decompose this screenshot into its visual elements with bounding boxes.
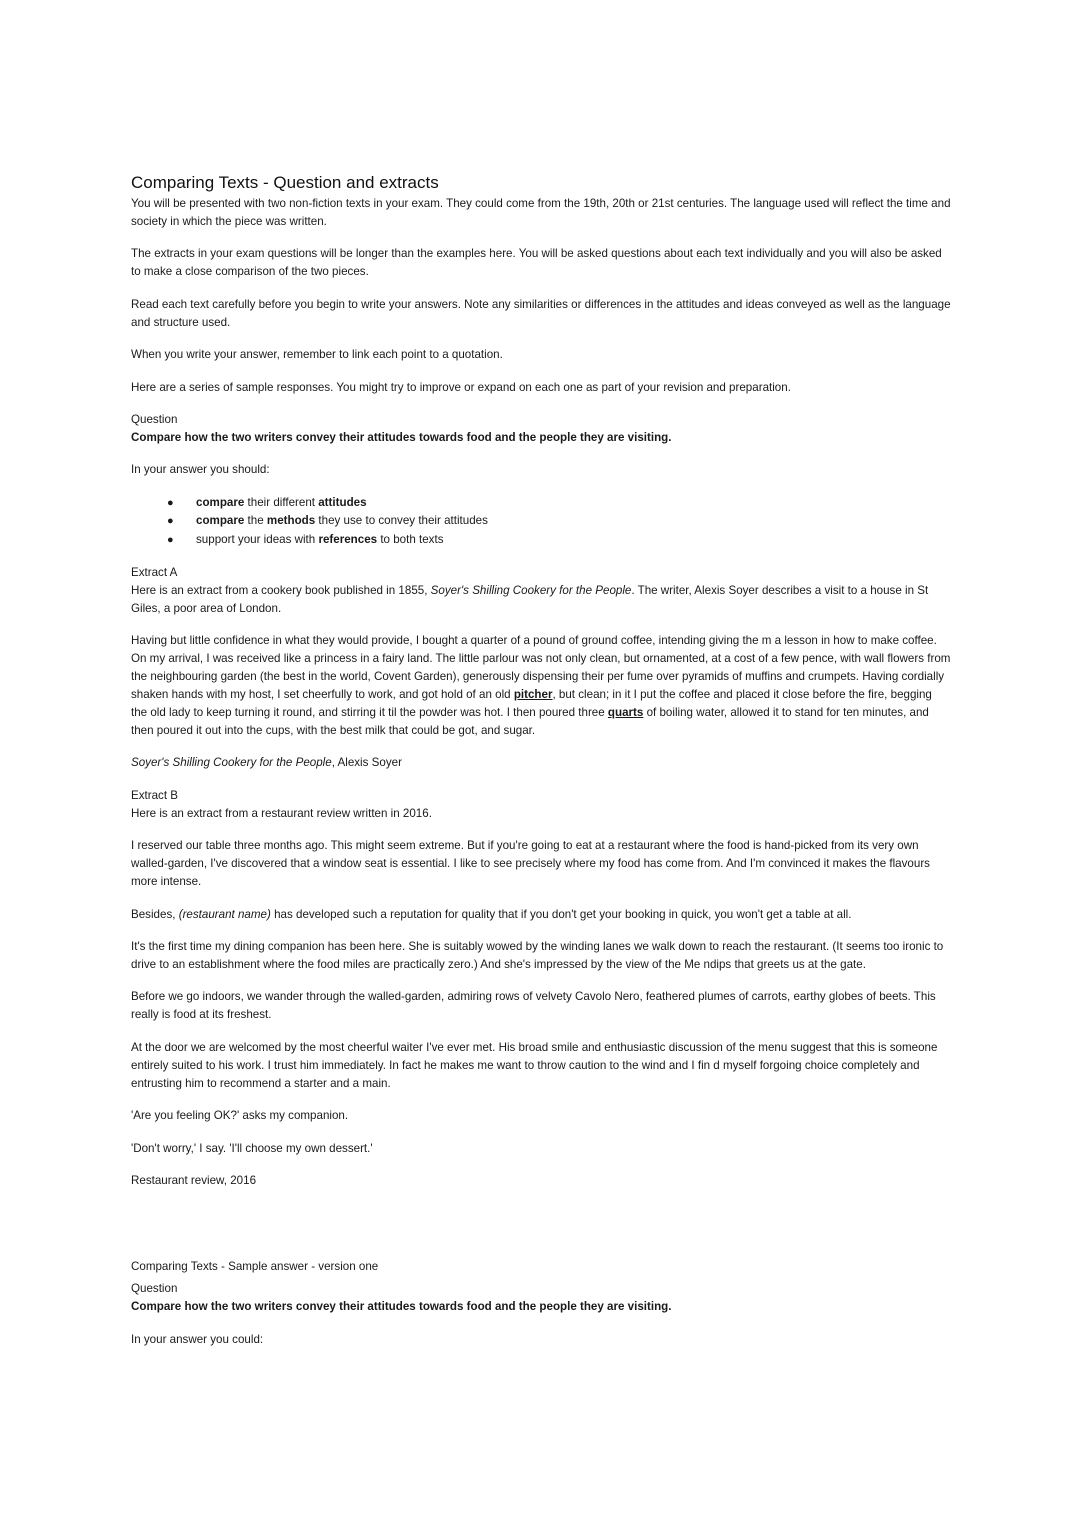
glossary-word-quarts: quarts [607, 706, 644, 720]
extract-b-source: Restaurant review, 2016 [131, 1173, 257, 1187]
section-spacer [131, 1204, 951, 1258]
bullet-list [131, 494, 951, 550]
sample-answer-instruction: In your answer you could: [131, 1332, 264, 1346]
document-content [131, 172, 951, 1363]
extract-b-paragraph: Before we go indoors, we wander through the walled-garden, admiring rows of velvety Cavolo Nero, feathered plumes of carrots, earthy globes of beets. This really is food at its freshest. [131, 990, 936, 1022]
extract-b-paragraph: At the door we are welcomed by the most cheerful waiter I've ever met. His broad smile and enthusiastic discussion of the menu suggest that this is someone entirely suited to his work. I trust him immediately. In fact he makes me want to throw caution to the wind and I fin d myself forgoing choice completely and entrusting him to recommend a starter and a main. [131, 1040, 938, 1090]
extract-a-source: Soyer's Shilling Cookery for the People, Alexis Soyer [131, 756, 402, 770]
bullet-item: ● support your ideas with references to both texts [167, 531, 951, 550]
sample-heading: Comparing Texts - Sample answer - version one [131, 1260, 379, 1274]
sample-question-label: Question [131, 1282, 178, 1296]
page-title: Comparing Texts - Question and extracts [131, 173, 439, 192]
bullet-item: ● compare the methods they use to convey their attitudes [167, 512, 951, 531]
intro-paragraph: You will be presented with two non-fiction texts in your exam. They could come from the 19th, 20th or 21st centuries. The language used will reflect the time and society in which the piece was written. [131, 197, 951, 228]
extract-a-label: Extract A [131, 565, 178, 579]
bullet-item: ● compare their different attitudes [167, 494, 951, 513]
intro-paragraph: Here are a series of sample responses. You might try to improve or expand on each one as part of your revision and preparation. [131, 380, 791, 394]
bullet-icon: ● [167, 533, 174, 546]
extract-b-paragraph: I reserved our table three months ago. This might seem extreme. But if you're going to eat at a restaurant where the food is hand-picked from its very own walled-garden, I've discovered that a window seat is essential. I like to see precisely where my food has come from. And I'm convinced it makes the flavours more intense. [131, 839, 930, 889]
extract-b-intro: Here is an extract from a restaurant review written in 2016. [131, 806, 432, 820]
intro-paragraph: When you write your answer, remember to link each point to a quotation. [131, 348, 503, 362]
extract-b-paragraph: It's the first time my dining companion has been here. She is suitably wowed by the winding lanes we walk down to reach the restaurant. (It seems too ironic to drive to an establishment where the food miles are practically zero.) And she's impressed by the view of the Me ndips that greets us at the gate. [131, 939, 944, 971]
extract-b-paragraph: 'Don't worry,' I say. 'I'll choose my own dessert.' [131, 1141, 373, 1155]
glossary-word-pitcher: pitcher [513, 688, 553, 702]
extract-a-body: Having but little confidence in what they would provide, I bought a quarter of a pound of ground coffee, intending giving the m a lesson in how to make coffee. On my arrival, I was received like a princess in a fairy land. The little parlour was not only clean, but ornamented, at a cost of a few pence, with wall flowers from the neighbouring garden (the best in the world, Covent Garden), generously dispensing their per fume over pyramids of muffins and crumpets. Having cordially shaken hands with my host, I set cheerfully to work, and got hold of an old pitcher, but clean; in it I put the coffee and placed it close before the fire, begging the old lady to keep turning it round, and stirring it til the powder was hot. I then poured three quarts of boiling water, allowed it to stand for ten minutes, and then poured it out into the cups, with the best milk that could be got, and sugar. [131, 634, 951, 738]
extract-a-intro: Here is an extract from a cookery book published in 1855, Soyer's Shilling Cookery for the People. The writer, Alexis Soyer describes a visit to a house in St Giles, a poor area of London. [131, 583, 929, 615]
bullet-icon: ● [167, 496, 174, 509]
bullet-icon: ● [167, 515, 174, 528]
extract-b-label: Extract B [131, 788, 179, 802]
extract-b-paragraph: Besides, (restaurant name) has developed such a reputation for quality that if you don't get your booking in quick, you won't get a table at all. [131, 907, 852, 921]
question-text: Compare how the two writers convey their attitudes towards food and the people they are visiting. [131, 430, 672, 444]
extract-b-paragraph: 'Are you feeling OK?' asks my companion. [131, 1109, 349, 1123]
intro-paragraph: The extracts in your exam questions will be longer than the examples here. You will be asked questions about each text individually and you will also be asked to make a close comparison of the two pieces. [131, 247, 942, 279]
question-label: Question [131, 412, 178, 426]
intro-paragraph: Read each text carefully before you begin to write your answers. Note any similarities or differences in the attitudes and ideas conveyed as well as the language and structure used. [131, 297, 951, 329]
answer-instruction: In your answer you should: [131, 463, 270, 477]
sample-question-text: Compare how the two writers convey their attitudes towards food and the people they are visiting. [131, 1300, 672, 1314]
